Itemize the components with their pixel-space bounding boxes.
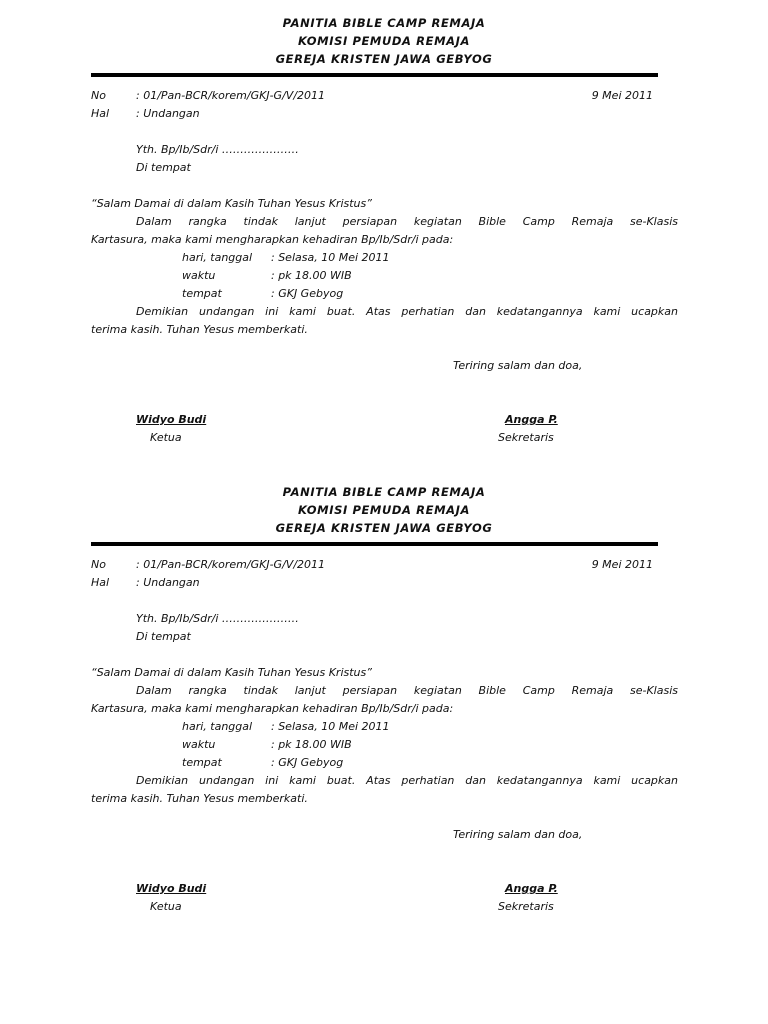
number-label: No bbox=[91, 89, 106, 102]
signature-secretary-role: Sekretaris bbox=[498, 900, 554, 913]
signature-chair-name: Widyo Budi bbox=[136, 413, 207, 426]
signature-secretary-name: Angga P. bbox=[505, 882, 558, 895]
recipient-place: Di tempat bbox=[136, 630, 191, 643]
letterhead-commission: KOMISI PEMUDA REMAJA bbox=[298, 503, 470, 517]
greeting: “Salam Damai di dalam Kasih Tuhan Yesus Kristus” bbox=[91, 197, 372, 210]
signature-chair-role: Ketua bbox=[150, 431, 182, 444]
letterhead-committee: PANITIA BIBLE CAMP REMAJA bbox=[282, 485, 486, 499]
greeting: “Salam Damai di dalam Kasih Tuhan Yesus Kristus” bbox=[91, 666, 372, 679]
detail-label-date: hari, tanggal bbox=[182, 720, 253, 733]
letter-date: 9 Mei 2011 bbox=[591, 89, 653, 102]
paragraph-1-line-2: Kartasura, maka kami mengharapkan kehadiran Bp/Ib/Sdr/i pada: bbox=[91, 702, 454, 715]
subject-label: Hal bbox=[91, 107, 110, 120]
detail-label-time: waktu bbox=[182, 269, 216, 282]
closing-salutation: Teriring salam dan doa, bbox=[453, 359, 583, 372]
subject-value: : Undangan bbox=[136, 107, 200, 120]
number-value: : 01/Pan-BCR/korem/GKJ-G/V/2011 bbox=[136, 558, 326, 571]
detail-value-time: : pk 18.00 WIB bbox=[271, 738, 352, 751]
signature-secretary-name: Angga P. bbox=[505, 413, 558, 426]
signature-secretary-role: Sekretaris bbox=[498, 431, 554, 444]
detail-value-date: : Selasa, 10 Mei 2011 bbox=[271, 720, 390, 733]
recipient-line: Yth. Bp/Ib/Sdr/i ………………… bbox=[136, 612, 299, 625]
letterhead-commission: KOMISI PEMUDA REMAJA bbox=[298, 34, 470, 48]
paragraph-2-line-2: terima kasih. Tuhan Yesus memberkati. bbox=[91, 323, 308, 336]
paragraph-1-line-1: Dalam rangka tindak lanjut persiapan kegiatan Bible Camp Remaja se-Klasis bbox=[136, 684, 678, 697]
letterhead-committee: PANITIA BIBLE CAMP REMAJA bbox=[282, 16, 486, 30]
paragraph-1-line-2: Kartasura, maka kami mengharapkan kehadiran Bp/Ib/Sdr/i pada: bbox=[91, 233, 454, 246]
detail-value-place: : GKJ Gebyog bbox=[271, 287, 344, 300]
paragraph-2-line-1: Demikian undangan ini kami buat. Atas perhatian dan kedatangannya kami ucapkan bbox=[136, 305, 678, 318]
detail-value-place: : GKJ Gebyog bbox=[271, 756, 344, 769]
detail-label-place: tempat bbox=[182, 287, 222, 300]
detail-value-time: : pk 18.00 WIB bbox=[271, 269, 352, 282]
letterhead-divider bbox=[91, 542, 658, 546]
detail-label-place: tempat bbox=[182, 756, 222, 769]
signature-chair-role: Ketua bbox=[150, 900, 182, 913]
invitation-letter-2 bbox=[0, 469, 768, 939]
number-label: No bbox=[91, 558, 106, 571]
subject-label: Hal bbox=[91, 576, 110, 589]
invitation-letter-1 bbox=[0, 0, 768, 470]
paragraph-1-line-1: Dalam rangka tindak lanjut persiapan kegiatan Bible Camp Remaja se-Klasis bbox=[136, 215, 678, 228]
signature-chair-name: Widyo Budi bbox=[136, 882, 207, 895]
detail-label-date: hari, tanggal bbox=[182, 251, 253, 264]
subject-value: : Undangan bbox=[136, 576, 200, 589]
paragraph-2-line-1: Demikian undangan ini kami buat. Atas perhatian dan kedatangannya kami ucapkan bbox=[136, 774, 678, 787]
recipient-line: Yth. Bp/Ib/Sdr/i ………………… bbox=[136, 143, 299, 156]
detail-label-time: waktu bbox=[182, 738, 216, 751]
paragraph-2-line-2: terima kasih. Tuhan Yesus memberkati. bbox=[91, 792, 308, 805]
number-value: : 01/Pan-BCR/korem/GKJ-G/V/2011 bbox=[136, 89, 326, 102]
detail-value-date: : Selasa, 10 Mei 2011 bbox=[271, 251, 390, 264]
letter-date: 9 Mei 2011 bbox=[591, 558, 653, 571]
recipient-place: Di tempat bbox=[136, 161, 191, 174]
letterhead-church: GEREJA KRISTEN JAWA GEBYOG bbox=[275, 52, 493, 66]
letterhead-divider bbox=[91, 73, 658, 77]
letterhead-church: GEREJA KRISTEN JAWA GEBYOG bbox=[275, 521, 493, 535]
closing-salutation: Teriring salam dan doa, bbox=[453, 828, 583, 841]
